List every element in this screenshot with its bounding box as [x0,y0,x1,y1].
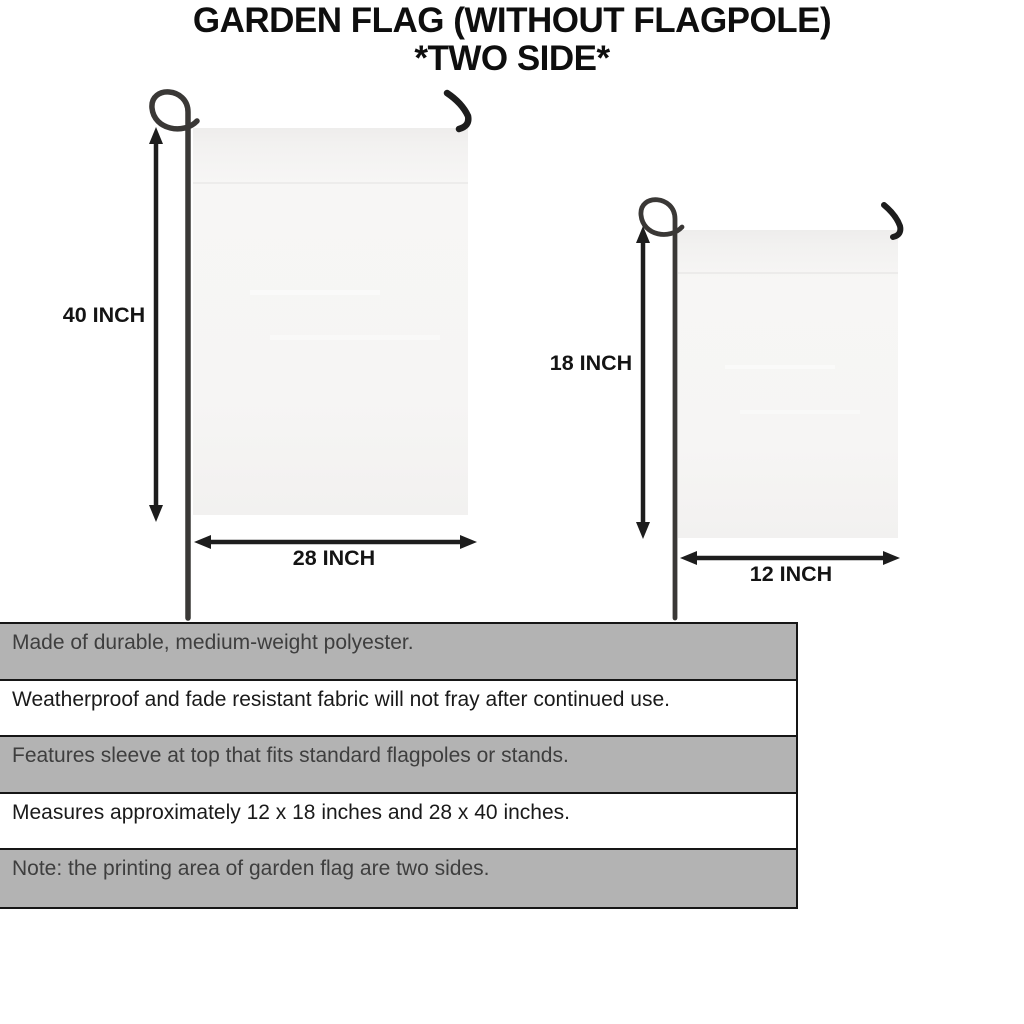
small-flag-illustration [560,195,920,625]
small-flag-width-label: 12 INCH [749,562,833,586]
feature-row: Made of durable, medium-weight polyester. [0,624,796,681]
small-flag-height-arrow [636,226,650,539]
small-flag-crease [740,410,860,414]
small-flag-height-label: 18 INCH [549,351,633,375]
feature-row: Note: the printing area of garden flag are two sides. [0,850,796,907]
feature-row: Features sleeve at top that fits standard flagpoles or stands. [0,737,796,794]
page-title-line1: GARDEN FLAG (WITHOUT FLAGPOLE) [192,1,832,40]
small-flag-crease [725,365,835,369]
large-flag-pole-icon [152,92,197,618]
feature-table [0,622,798,909]
large-flag-height-label: 40 INCH [62,303,146,327]
feature-row: Weatherproof and fade resistant fabric will not fray after continued use. [0,681,796,738]
large-flag-hook-icon [447,93,468,129]
small-flag-pole-icon [641,200,682,618]
large-flag-crease [250,290,380,295]
small-flag-fabric [678,230,898,538]
feature-row: Measures approximately 12 x 18 inches and 28 x 40 inches. [0,794,796,851]
large-flag-crease [270,335,440,340]
large-flag-fabric [193,128,468,515]
page-title-line2: *TWO SIDE* [414,39,610,78]
page-title [0,2,1024,78]
large-flag-width-label: 28 INCH [292,546,376,570]
